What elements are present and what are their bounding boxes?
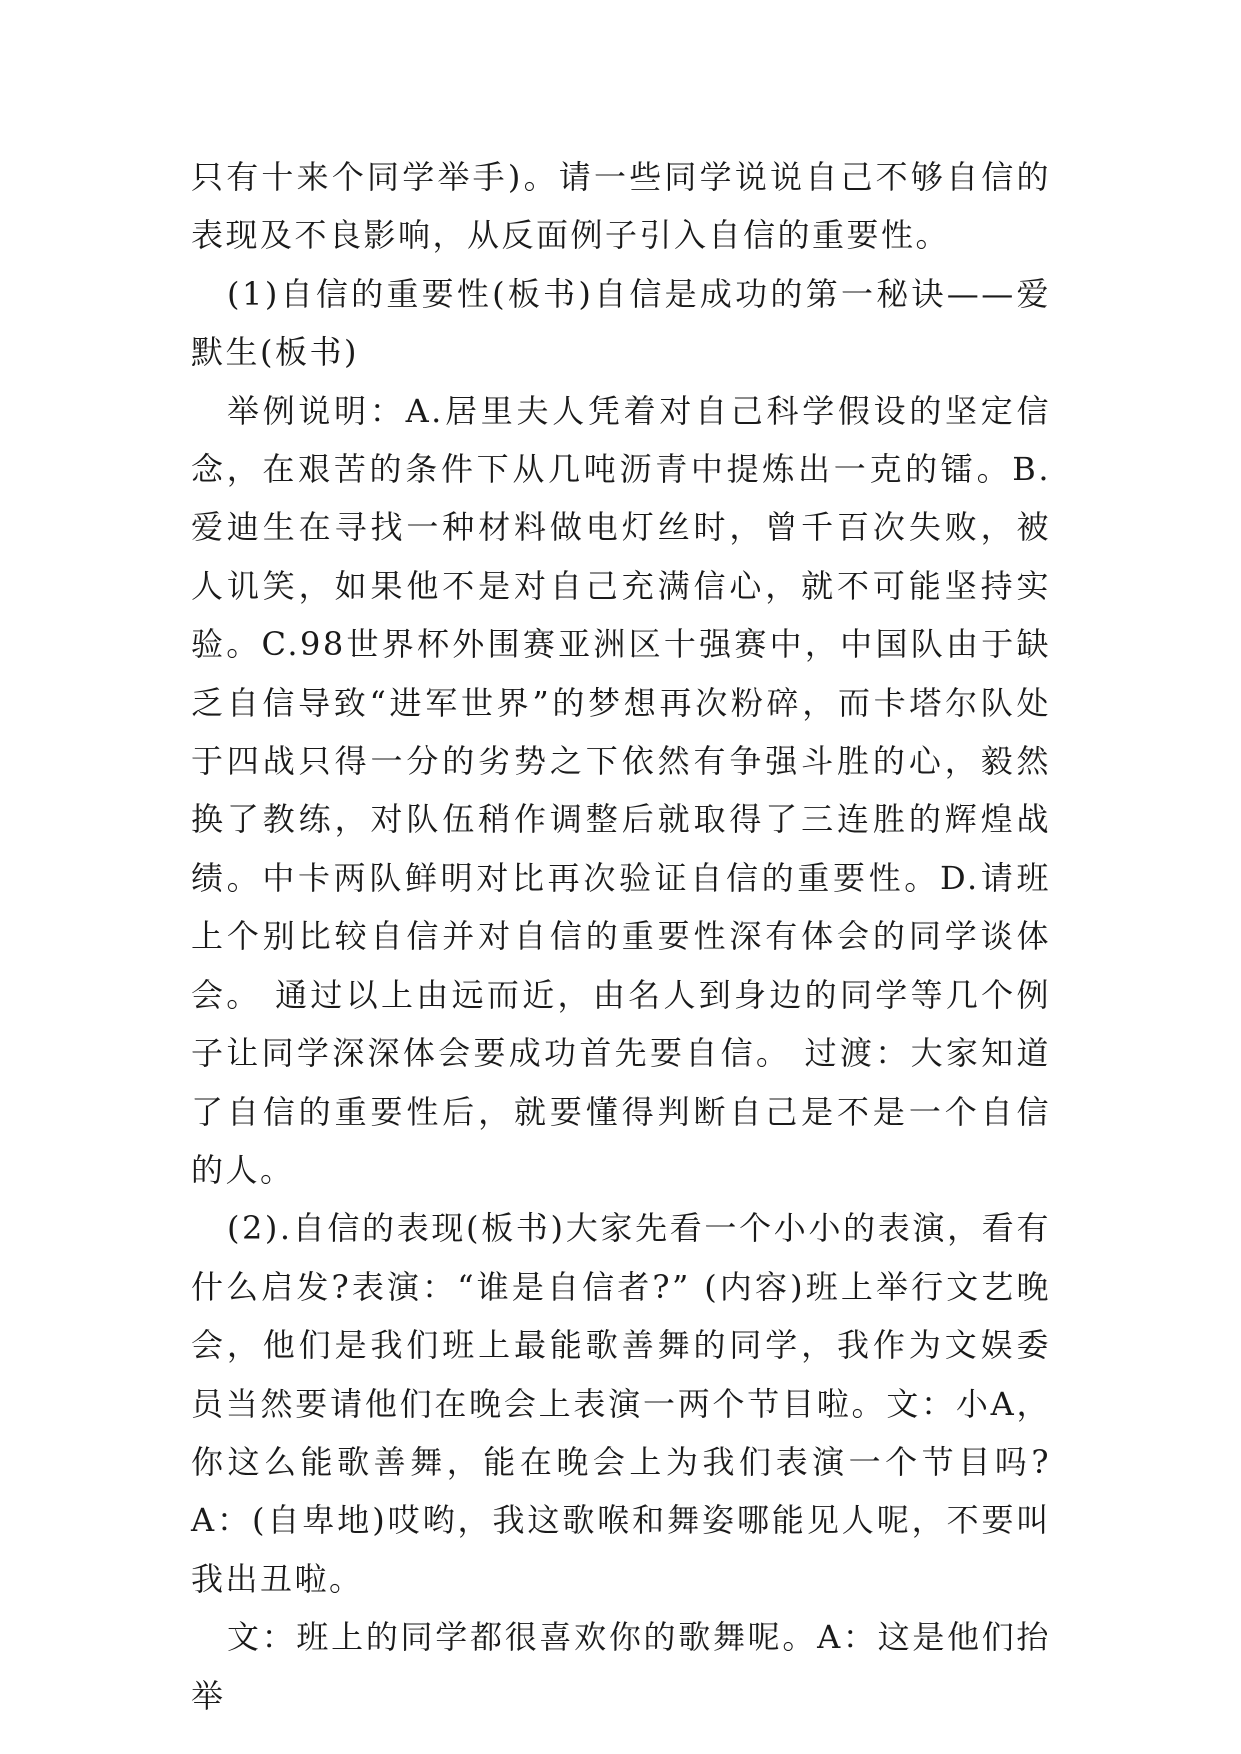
- paragraph-dialogue: 文：班上的同学都很喜欢你的歌舞呢。A：这是他们抬举: [191, 1618, 1051, 1715]
- paragraph-examples: 举例说明：A.居里夫人凭着对自己科学假设的坚定信念，在艰苦的条件下从几吨沥青中提炼出一克的镭。B.爱迪生在寻找一种材料做电灯丝时，曾千百次失败，被人讥笑，如果他不是对自己充满信心，就不可能坚持实验。C.98世界杯外围赛亚洲区十强赛中，中国队由于缺乏自信导致“进军世界”的梦想再次粉碎，而卡塔尔队处于四战只得一分的劣势之下依然有争强斗胜的心，毅然换了教练，对队伍稍作调整后就取得了三连胜的辉煌战绩。中卡两队鲜明对比再次验证自信的重要性。D.请班上个别比较自信并对自信的重要性深有体会的同学谈体会。 通过以上由远而近，由名人到身边的同学等几个例子让同学深深体会要成功首先要自信。 过渡：大家知道了自信的重要性后，就要懂得判断自己是不是一个自信的人。: [191, 391, 1051, 1189]
- paragraph-importance-heading: (1)自信的重要性(板书)自信是成功的第一秘诀——爱默生(板书): [191, 274, 1051, 372]
- paragraph-performance: (2).自信的表现(板书)大家先看一个小小的表演，看有什么启发?表演：“谁是自信者?” (内容)班上举行文艺晚会，他们是我们班上最能歌善舞的同学，我作为文娱委员当然要请他们在晚会上表演一两个节目啦。文：小A，你这么能歌善舞，能在晚会上为我们表演一个节目吗?A：(自卑地)哎哟，我这歌喉和舞姿哪能见人呢，不要叫我出丑啦。: [191, 1209, 1051, 1598]
- paragraph-intro: 只有十来个同学举手)。请一些同学说说自己不够自信的表现及不良影响，从反面例子引入自信的重要性。: [191, 158, 1051, 255]
- document-page: [191, 148, 1051, 1725]
